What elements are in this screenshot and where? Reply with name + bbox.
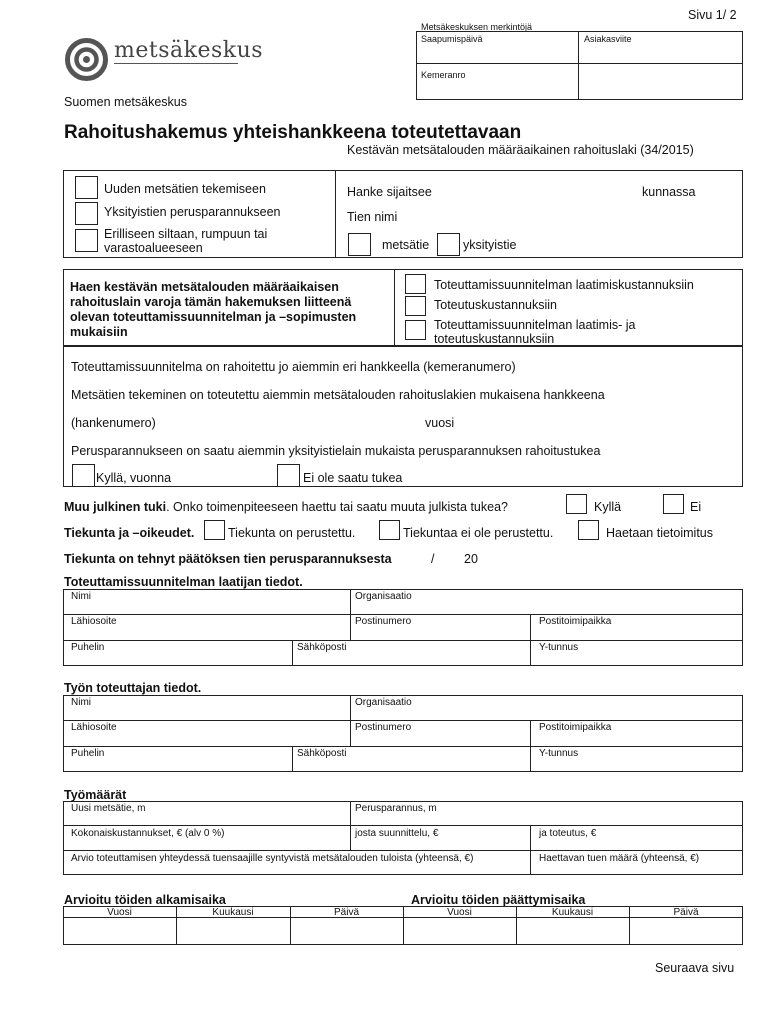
- contractor-postcode-field[interactable]: [353, 733, 527, 745]
- implementation-costs-checkbox[interactable]: [405, 296, 426, 316]
- road-unit-heading: Tiekunta ja –oikeudet.: [64, 526, 195, 540]
- prior-improvement-support-text: Perusparannukseen on saatu aiemmin yksityistielain mukaista perusparannuksen rahoitustukea: [71, 444, 601, 458]
- planner-email-field[interactable]: [295, 653, 527, 665]
- prior-road-funded-text: Metsätien tekeminen on toteutettu aiemmin metsätalouden rahoituslakien mukaisena hankkeena: [71, 388, 605, 402]
- contractor-post-office-field[interactable]: [533, 733, 739, 745]
- decision-text: Tiekunta on tehnyt päätöksen tien perusparannuksesta: [64, 552, 392, 566]
- planning-costs-checkbox[interactable]: [405, 274, 426, 294]
- estimated-income-label: Arvio toteuttamisen yhteydessä tuensaajille syntyvistä metsätalouden tuloista (yhteensä, €): [71, 853, 474, 864]
- private-road-checkbox[interactable]: [437, 233, 460, 256]
- contractor-address-label: Lähiosoite: [71, 722, 117, 733]
- planner-business-id-label: Y-tunnus: [539, 642, 579, 653]
- total-cost-label: Kokonaiskustannukset, € (alv 0 %): [71, 828, 225, 839]
- both-costs-checkbox[interactable]: [405, 320, 426, 340]
- planning-costs-label: Toteuttamissuunnitelman laatimiskustannuksiin: [434, 278, 694, 292]
- quantities-heading: Työmäärät: [64, 788, 127, 802]
- planner-heading: Toteuttamissuunnitelman laatijan tiedot.: [64, 575, 303, 589]
- estimated-income-field[interactable]: [66, 864, 526, 874]
- planner-address-field[interactable]: [66, 627, 346, 639]
- improvement-length-field[interactable]: [353, 813, 739, 824]
- year-label: vuosi: [425, 416, 455, 430]
- public-support-no-checkbox[interactable]: [663, 494, 684, 514]
- prior-plan-funded-text: Toteuttamissuunnitelma on rahoitettu jo aiemmin eri hankkeella (kemeranumero): [71, 360, 516, 374]
- start-day-label: Päivä: [333, 907, 359, 918]
- contractor-business-id-label: Y-tunnus: [539, 748, 579, 759]
- planner-address-label: Lähiosoite: [71, 616, 117, 627]
- start-month-label: Kuukausi: [212, 907, 254, 918]
- implementation-costs-label: Toteutuskustannuksiin: [434, 298, 557, 312]
- case-ref-label: Asiakasviite: [584, 34, 632, 44]
- private-road-label: yksityistie: [463, 238, 517, 252]
- both-costs-label-1: Toteuttamissuunnitelman laatimis- ja: [434, 318, 636, 332]
- contractor-business-id-field[interactable]: [533, 759, 739, 771]
- planner-post-office-label: Postitoimipaikka: [539, 616, 612, 627]
- decision-month-field[interactable]: [440, 549, 462, 565]
- implementation-cost-label: ja toteutus, €: [539, 828, 597, 839]
- page-subtitle: Kestävän metsätalouden määräaikainen rahoituslaki (34/2015): [347, 143, 694, 157]
- end-day-label: Päivä: [673, 907, 699, 918]
- prior-support-no-label: Ei ole saatu tukea: [303, 471, 403, 485]
- kemera-number-label: Kemeranro: [421, 70, 466, 80]
- project-number-field[interactable]: [165, 413, 415, 429]
- decision-day-field[interactable]: [405, 549, 430, 565]
- private-road-improvement-label: Yksityistien perusparannukseen: [104, 205, 281, 219]
- planner-email-label: Sähköposti: [297, 642, 347, 653]
- road-survey-label: Haetaan tietoimitus: [606, 526, 714, 540]
- planner-phone-label: Puhelin: [71, 642, 105, 653]
- prior-support-yes-label: Kyllä, vuonna: [96, 471, 172, 485]
- road-unit-not-established-label: Tiekuntaa ei ole perustettu.: [403, 526, 554, 540]
- contractor-email-field[interactable]: [295, 759, 527, 771]
- org-name: Suomen metsäkeskus: [64, 95, 187, 109]
- start-day-field[interactable]: [293, 920, 400, 943]
- contractor-name-field[interactable]: [66, 708, 346, 719]
- contractor-organisation-field[interactable]: [353, 708, 739, 719]
- apply-lead-text: Haen kestävän metsätalouden määräaikaisen rahoituslain varoja tämän hakemuksen liitteenä olevan toteuttamissuunnitelman ja –sopimusten mukaisiin: [70, 280, 357, 339]
- planner-postcode-field[interactable]: [353, 627, 527, 639]
- contractor-organisation-label: Organisaatio: [355, 697, 412, 708]
- page-number: Sivu 1/ 2: [688, 8, 737, 22]
- bridge-culvert-checkbox[interactable]: [75, 229, 98, 252]
- located-in-label: Hanke sijaitsee: [347, 185, 432, 199]
- start-month-field[interactable]: [179, 920, 287, 943]
- end-month-field[interactable]: [519, 920, 626, 943]
- received-date-label: Saapumispäivä: [421, 34, 483, 44]
- total-cost-field[interactable]: [66, 839, 346, 849]
- contractor-post-office-label: Postitoimipaikka: [539, 722, 612, 733]
- year-field[interactable]: [458, 413, 558, 429]
- new-forest-road-label: Uuden metsätien tekemiseen: [104, 182, 266, 196]
- end-day-field[interactable]: [632, 920, 740, 943]
- bridge-culvert-label-1: Erilliseen siltaan, rumpuun tai: [104, 227, 268, 241]
- improvement-length-label: Perusparannus, m: [355, 803, 437, 814]
- road-unit-established-checkbox[interactable]: [204, 520, 225, 540]
- decision-year-prefix: 20: [464, 552, 478, 566]
- new-forest-road-checkbox[interactable]: [75, 176, 98, 199]
- road-name-label: Tien nimi: [347, 210, 398, 224]
- end-year-field[interactable]: [406, 920, 513, 943]
- planner-name-label: Nimi: [71, 591, 91, 602]
- implementation-cost-field[interactable]: [533, 839, 739, 849]
- page-title: Rahoitushakemus yhteishankkeena toteutettavaan: [64, 122, 522, 143]
- decision-slash: /: [431, 552, 435, 566]
- public-support-no-label: Ei: [690, 500, 702, 514]
- planner-organisation-label: Organisaatio: [355, 591, 412, 602]
- planner-business-id-field[interactable]: [533, 653, 739, 665]
- road-name-field[interactable]: [405, 207, 735, 223]
- new-road-length-field[interactable]: [66, 813, 346, 824]
- kemera-number-field[interactable]: [421, 82, 576, 98]
- road-unit-not-established-checkbox[interactable]: [379, 520, 400, 540]
- start-year-label: Vuosi: [107, 907, 132, 918]
- office-box-header: Metsäkeskuksen merkintöjä: [421, 22, 533, 32]
- contractor-phone-field[interactable]: [66, 759, 288, 771]
- planning-cost-field[interactable]: [353, 839, 527, 849]
- planner-post-office-field[interactable]: [533, 627, 739, 639]
- municipality-label: kunnassa: [642, 185, 696, 199]
- end-month-label: Kuukausi: [551, 907, 594, 918]
- prior-support-no-checkbox[interactable]: [277, 464, 300, 487]
- road-unit-established-label: Tiekunta on perustettu.: [228, 526, 356, 540]
- planner-phone-field[interactable]: [66, 653, 288, 665]
- road-survey-checkbox[interactable]: [578, 520, 599, 540]
- start-date-heading: Arvioitu töiden alkamisaika: [64, 893, 226, 907]
- public-support-yes-label: Kyllä: [594, 500, 622, 514]
- planning-cost-label: josta suunnittelu, €: [355, 828, 439, 839]
- contractor-address-field[interactable]: [66, 733, 346, 745]
- contractor-email-label: Sähköposti: [297, 748, 347, 759]
- planner-organisation-field[interactable]: [353, 602, 739, 613]
- contractor-heading: Työn toteuttajan tiedot.: [64, 681, 202, 695]
- municipality-field[interactable]: [440, 182, 635, 198]
- public-support-yes-checkbox[interactable]: [566, 494, 587, 514]
- public-support-question: Muu julkinen tuki. Onko toimenpiteeseen haettu tai saatu muuta julkista tukea?: [64, 500, 508, 514]
- contractor-postcode-label: Postinumero: [355, 722, 412, 733]
- forest-road-checkbox[interactable]: [348, 233, 371, 256]
- contractor-phone-label: Puhelin: [71, 748, 105, 759]
- start-year-field[interactable]: [66, 920, 173, 943]
- requested-support-field[interactable]: [533, 864, 739, 874]
- both-costs-label-2: toteutuskustannuksiin: [434, 332, 555, 346]
- decision-year-field[interactable]: [480, 549, 510, 565]
- requested-support-label: Haettavan tuen määrä (yhteensä, €): [539, 853, 700, 864]
- forest-road-label: metsätie: [382, 238, 430, 252]
- bridge-culvert-label-2: varastoalueeseen: [104, 241, 203, 255]
- new-road-length-label: Uusi metsätie, m: [71, 803, 146, 814]
- metsakeskus-logo-icon: [64, 37, 109, 82]
- end-year-label: Vuosi: [447, 907, 472, 918]
- contractor-name-label: Nimi: [71, 697, 91, 708]
- logo-text: metsäkeskus: [114, 38, 264, 63]
- planner-name-field[interactable]: [66, 602, 346, 613]
- project-number-label: (hankenumero): [71, 416, 156, 430]
- private-road-improvement-checkbox[interactable]: [75, 202, 98, 225]
- prior-support-yes-checkbox[interactable]: [72, 464, 95, 487]
- planner-postcode-label: Postinumero: [355, 616, 412, 627]
- end-date-heading: Arvioitu töiden päättymisaika: [411, 893, 586, 907]
- next-page-label: Seuraava sivu: [655, 961, 735, 975]
